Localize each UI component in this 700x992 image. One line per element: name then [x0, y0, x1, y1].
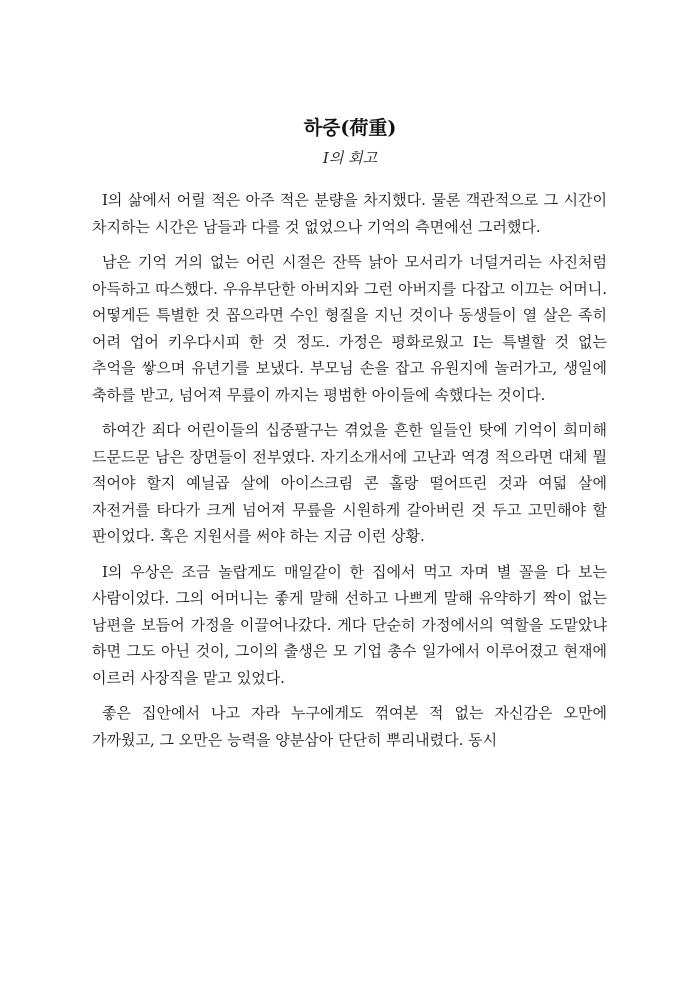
- paragraph-4: I의 우상은 조금 놀랍게도 매일같이 한 집에서 먹고 자며 별 꼴을 다 보는 사람이었다. 그의 어머니는 좋게 말해 선하고 나쁘게 말해 유약하기 짝이 없는 남편을 보듬어 가정을 이끌어나갔다. 게다 단순히 가정에서의 역할을 도맡았냐 하면 그도 아닌 것이, 그이의 출생은 모 기업 총수 일가에서 이루어졌고 현재에 이르러 사장직을 맡고 있었다.: [92, 562, 607, 687]
- paragraph-3: 하여간 죄다 어린이들의 십중팔구는 겪었을 흔한 일들인 탓에 기억이 희미해 드문드문 남은 장면들이 전부였다. 자기소개서에 고난과 역경 적으라면 대체 뭘 적어야 할지 예닐곱 살에 아이스크림 콘 홀랑 떨어뜨린 것과 여덟 살에 자전거를 타다가 크게 넘어져 무릎을 시원하게 갈아버린 것 두고 고민해야 할 판이었다. 혹은 지원서를 써야 하는 지금 이런 상황.: [92, 421, 607, 545]
- paragraph-1: I의 삶에서 어릴 적은 아주 적은 분량을 차지했다. 물론 객관적으로 그 시간이 차지하는 시간은 남들과 다를 것 없었으나 기억의 측면에선 그러했다.: [92, 191, 607, 236]
- document-body: [92, 187, 607, 762]
- paragraph-2: 남은 기억 거의 없는 어린 시절은 잔뜩 낡아 모서리가 너덜거리는 사진처럼 아득하고 따스했다. 우유부단한 아버지와 그런 아버지를 다잡고 이끄는 어머니. 어떻게든 특별한 것 꼽으라면 수인 형질을 지닌 것이나 동생들이 열 살은 족히 어려 업어 키우다시피 한 것 정도. 가정은 평화로웠고 I는 특별할 것 없는 추억을 쌓으며 유년기를 보냈다. 부모님 손을 잡고 유원지에 놀러가고, 생일에 축하를 받고, 넘어져 무릎이 까지는 평범한 아이들에 속했다는 것이다.: [92, 253, 607, 404]
- document-subtitle: I의 회고: [322, 149, 378, 167]
- document-title: 하중(荷重): [303, 117, 397, 139]
- paragraph-5: 좋은 집안에서 나고 자라 누구에게도 꺾여본 적 없는 자신감은 오만에 가까웠고, 그 오만은 능력을 양분삼아 단단히 뿌리내렸다. 동시: [92, 704, 607, 749]
